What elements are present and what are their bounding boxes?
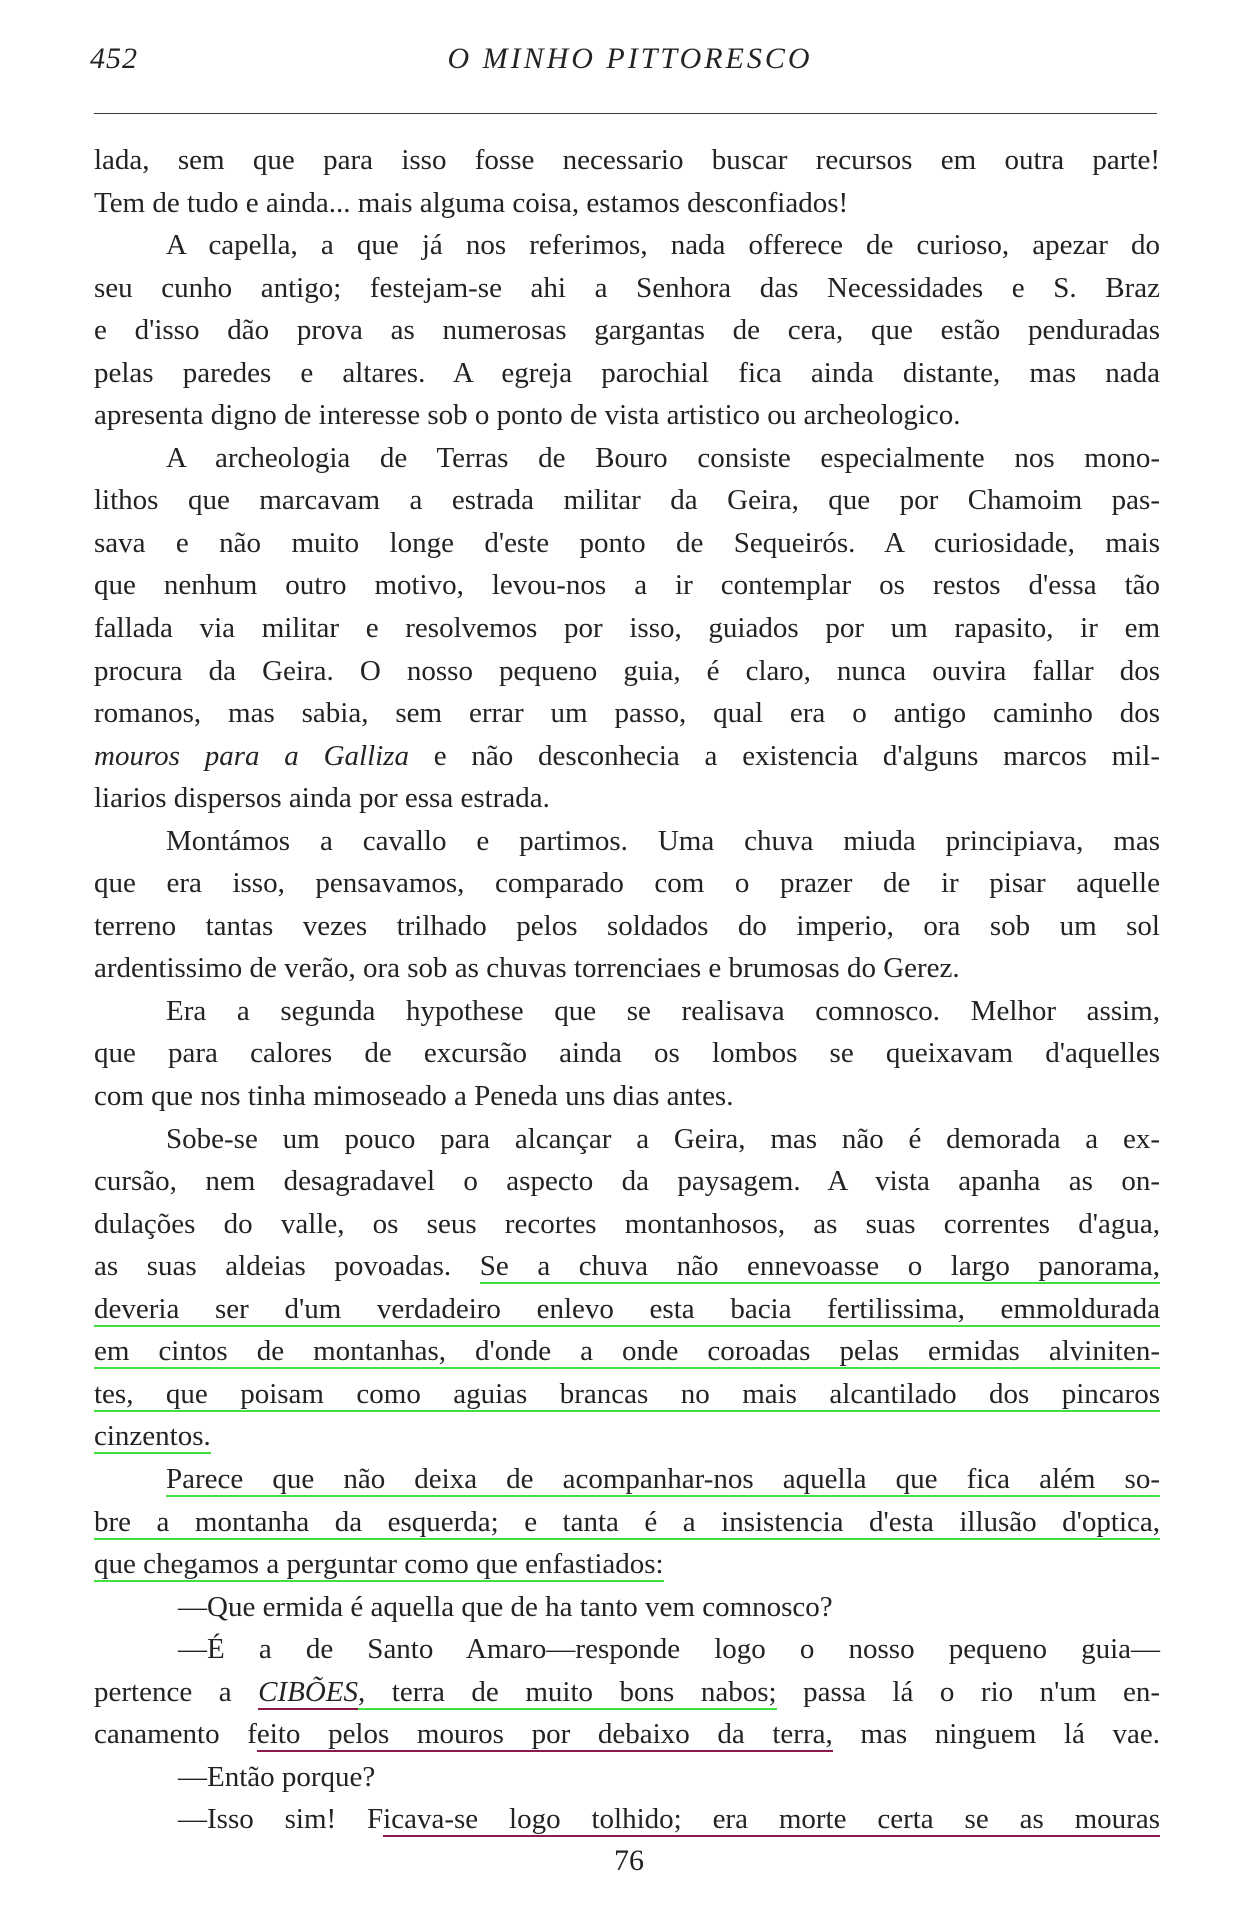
text-line (94, 1501, 1160, 1544)
text-span: mouros para a Galliza (94, 739, 409, 772)
page-number: 452 (90, 42, 138, 75)
underlined-text: icava-se logo tolhido; era morte certa se as mouras (383, 1803, 1160, 1836)
text-span: passa lá o rio n'um en- (776, 1675, 1160, 1708)
text-span: ardentissimo de verão, ora sob as chuvas torrenciaes e brumosas do Gerez. (94, 952, 960, 985)
text-line (94, 990, 1160, 1033)
header-rule (94, 113, 1157, 114)
text-line (94, 1118, 1160, 1161)
text-line (94, 862, 1160, 905)
text-span: mas ninguem lá vae. (832, 1718, 1160, 1751)
text-line (94, 309, 1160, 352)
text-line (94, 1756, 1160, 1799)
folio-number: 76 (614, 1844, 644, 1877)
text-line (94, 1032, 1160, 1075)
underlined-text: bre a montanha da esquerda; e tanta é a insistencia d'esta illusão d'optica, (94, 1505, 1160, 1538)
underlined-text: CIBÕES (258, 1675, 359, 1708)
running-title: O MINHO PITTORESCO (447, 42, 813, 75)
text-line (94, 905, 1160, 948)
text-line (94, 522, 1160, 565)
text-line (94, 607, 1160, 650)
text-span: cursão, nem desagradavel o aspecto da paysagem. A vista apanha as on- (94, 1165, 1160, 1198)
text-span: lada, sem que para isso fosse necessario buscar recursos em outra parte! (94, 144, 1160, 176)
text-span: —Então porque? (178, 1760, 376, 1793)
text-span: romanos, mas sabia, sem errar um passo, qual era o antigo caminho dos (94, 697, 1160, 730)
text-line (94, 1373, 1160, 1416)
text-span: procura da Geira. O nosso pequeno guia, é claro, nunca ouvira fallar dos (94, 654, 1160, 687)
text-span: com que nos tinha mimoseado a Peneda uns dias antes. (94, 1080, 734, 1113)
underlined-text: eito pelos mouros por debaixo da terra, (256, 1718, 833, 1751)
text-line (94, 1671, 1160, 1714)
text-span: A capella, a que já nos referimos, nada offerece de curioso, apezar do (166, 229, 1160, 262)
underlined-text: em cintos de montanhas, d'onde a onde coroadas pelas ermidas alviniten- (94, 1335, 1160, 1368)
text-line (94, 1245, 1160, 1288)
text-line (94, 820, 1160, 863)
text-line (94, 564, 1160, 607)
text-line (94, 1798, 1160, 1841)
text-line (94, 394, 1160, 437)
body-text (94, 139, 1160, 1841)
text-line (94, 1330, 1160, 1373)
text-line (94, 735, 1160, 778)
text-line (94, 267, 1160, 310)
text-line (94, 182, 1160, 225)
text-line (94, 1288, 1160, 1331)
text-line (94, 1628, 1160, 1671)
text-span: sava e não muito longe d'este ponto de Sequeirós. A curiosidade, mais (94, 526, 1160, 559)
text-line (94, 224, 1160, 267)
text-span: terreno tantas vezes trilhado pelos soldados do imperio, ora sob um sol (94, 909, 1160, 942)
text-span: que nenhum outro motivo, levou-nos a ir contemplar os restos d'essa tão (94, 569, 1160, 602)
text-line (94, 1458, 1160, 1501)
underlined-text: que chegamos a perguntar como que enfastiados: (94, 1548, 664, 1581)
text-line (94, 1075, 1160, 1118)
text-span: —É a de Santo Amaro—responde logo o nosso pequeno guia— (178, 1633, 1160, 1666)
text-span: Era a segunda hypothese que se realisava comnosco. Melhor assim, (166, 994, 1160, 1027)
underlined-text: tes, que poisam como aguias brancas no mais alcantilado dos pincaros (94, 1377, 1160, 1410)
text-span: —Isso sim! F (178, 1803, 384, 1836)
text-line (94, 1160, 1160, 1203)
underlined-text: deveria ser d'um verdadeiro enlevo esta bacia fertilissima, emmoldurada (94, 1292, 1160, 1325)
text-span: que para calores de excursão ainda os lombos se queixavam d'aquelles (94, 1037, 1160, 1070)
underlined-text: cinzentos. (94, 1420, 211, 1453)
text-span: pertence a (94, 1675, 259, 1708)
text-line (94, 692, 1160, 735)
text-line (94, 1586, 1160, 1629)
text-span: fallada via militar e resolvemos por isso, guiados por um rapasito, ir em (94, 612, 1160, 645)
text-span: A archeologia de Terras de Bouro consiste especialmente nos mono- (166, 441, 1160, 474)
text-line (94, 1543, 1160, 1586)
text-span: liarios dispersos ainda por essa estrada. (94, 782, 550, 815)
text-span: dulações do valle, os seus recortes montanhosos, as suas correntes d'agua, (94, 1207, 1160, 1240)
underlined-text: Parece que não deixa de acompanhar-nos aquella que fica além so- (166, 1462, 1160, 1495)
text-line (94, 1415, 1160, 1458)
text-line (94, 139, 1160, 182)
text-line (94, 437, 1160, 480)
text-line (94, 777, 1160, 820)
text-span: que era isso, pensavamos, comparado com o prazer de ir pisar aquelle (94, 867, 1160, 900)
text-span: Sobe-se um pouco para alcançar a Geira, mas não é demorada a ex- (166, 1122, 1160, 1155)
text-span: Montámos a cavallo e partimos. Uma chuva miuda principiava, mas (166, 824, 1160, 857)
underlined-text: Se a chuva não ennevoasse o largo panorama, (479, 1250, 1160, 1283)
text-span: as suas aldeias povoadas. (94, 1250, 480, 1283)
text-span: Tem de tudo e ainda... mais alguma coisa, estamos desconfiados! (94, 186, 849, 219)
text-line (94, 1713, 1160, 1756)
text-line (94, 352, 1160, 395)
text-span: lithos que marcavam a estrada militar da Geira, que por Chamoim pas- (94, 484, 1160, 517)
text-line (94, 479, 1160, 522)
text-line (94, 947, 1160, 990)
underlined-text: , terra de muito bons nabos; (358, 1675, 777, 1708)
text-span: canamento f (94, 1718, 257, 1751)
text-span: —Que ermida é aquella que de ha tanto vem comnosco? (178, 1590, 833, 1623)
text-span: pelas paredes e altares. A egreja parochial fica ainda distante, mas nada (94, 356, 1160, 389)
text-span: e não desconhecia a existencia d'alguns marcos mil- (408, 739, 1160, 772)
text-span: seu cunho antigo; festejam-se ahi a Senhora das Necessidades e S. Braz (94, 271, 1160, 304)
text-line (94, 1203, 1160, 1246)
page-header (90, 42, 1170, 82)
text-line (94, 650, 1160, 693)
text-span: apresenta digno de interesse sob o ponto de vista artistico ou archeologico. (94, 399, 961, 432)
text-span: e d'isso dão prova as numerosas gargantas de cera, que estão penduradas (94, 314, 1160, 347)
